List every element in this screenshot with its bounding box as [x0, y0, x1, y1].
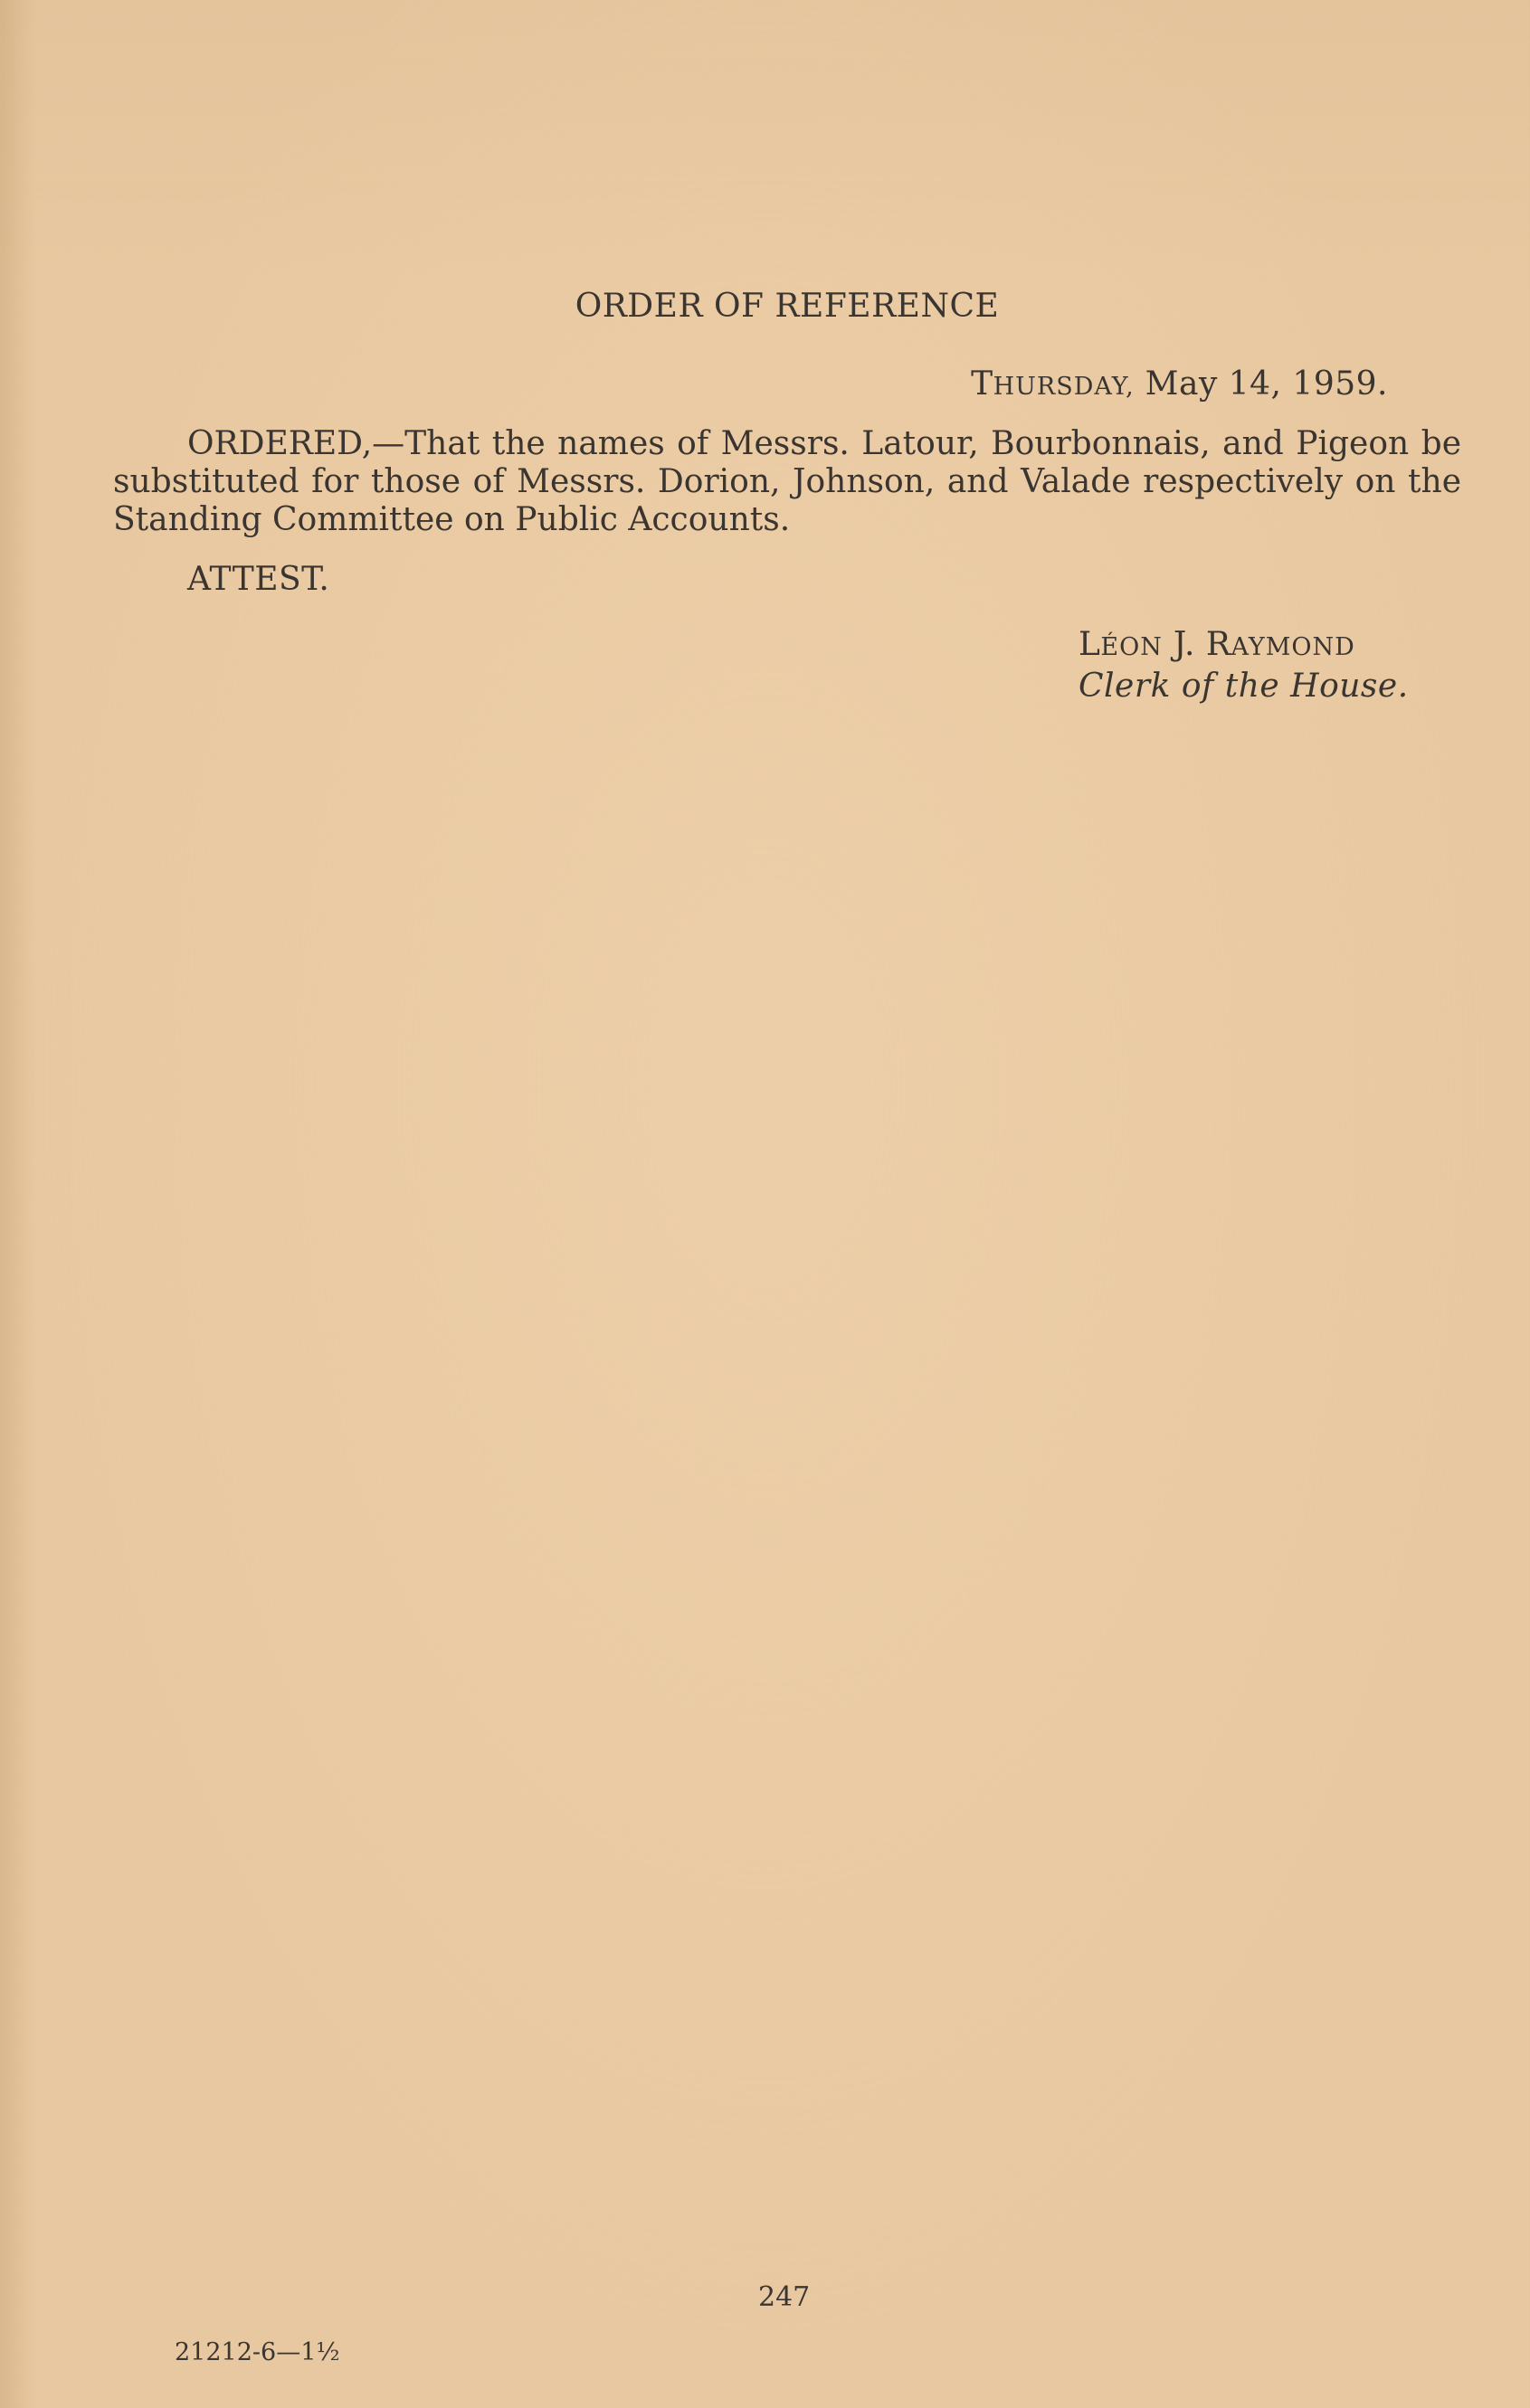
signatory-last-rest: AYMOND [1231, 633, 1355, 661]
date-text: May 14, 1959. [1134, 365, 1388, 403]
date-weekday-rest: HURSDAY, [993, 373, 1135, 401]
signatory-title: Clerk of the House. [1079, 668, 1409, 705]
signatory-middle: J. [1162, 626, 1206, 663]
order-text: ORDERED,—That the names of Messrs. Latour, Bourbonnais, and Pigeon be substituted for those of Messrs. Dorion, Johnson, and Valade respectively on the Standing Committee on Public Accounts. [113, 425, 1461, 538]
signatory-first-initial: L [1079, 626, 1101, 663]
date-weekday-initial: T [971, 365, 993, 403]
print-code: 21212-6—1½ [175, 2338, 340, 2366]
attest-label: ATTEST. [187, 561, 330, 598]
signatory-name [1079, 626, 1355, 663]
signatory-last-initial: R [1205, 626, 1231, 663]
order-paragraph [113, 425, 1461, 539]
page-title: ORDER OF REFERENCE [575, 288, 1000, 325]
page-number: 247 [758, 2281, 811, 2313]
signatory-first-rest: ÉON [1100, 633, 1163, 661]
date-line [971, 365, 1388, 403]
